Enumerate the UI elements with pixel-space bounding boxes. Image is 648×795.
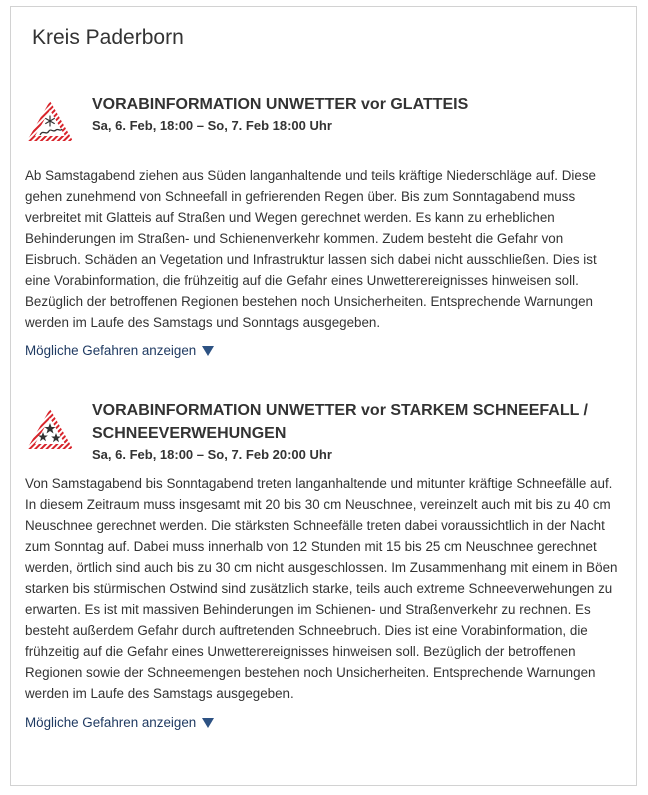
warning-description: Ab Samstagabend ziehen aus Süden langanhaltende und teils kräftige Niederschläge auf. Diese gehen zunehmend von Schneefall in gefrierenden Regen über. Bis zum Sonntagabend muss verbreitet mit Glatteis auf Straßen und Wegen gerechnet werden. Es kann zu erheblichen Behinderungen im Straßen- und Schienenverkehr kommen. Zudem besteht die Gefahr von Eisbruch. Schäden an Vegetation und Infrastruktur lassen sich dabei nicht ausschließen. Dies ist eine Vorabinformation, die frühzeitig auf die Gefahr eines Unwetterereignisses hinweisen soll. Bezüglich der betroffenen Regionen bestehen noch Unsicherheiten. Entsprechende Warnungen werden im Laufe des Samstags und Sonntags ausgegeben. [25, 168, 597, 330]
caret-down-icon [202, 718, 214, 728]
warning-item-schneefall [25, 399, 625, 732]
caret-down-icon [202, 346, 214, 356]
warning-title: VORABINFORMATION UNWETTER vor STARKEM SCHNEEFALL / SCHNEEVERWEHUNGEN [92, 402, 588, 442]
show-hazards-label: Mögliche Gefahren anzeigen [25, 715, 197, 730]
warning-header [25, 93, 625, 134]
show-hazards-link[interactable] [25, 714, 214, 732]
region-title: Kreis Paderborn [32, 26, 184, 49]
warning-description: Von Samstagabend bis Sonntagabend treten langanhaltende und mitunter kräftige Schneefälle auf. In diesem Zeitraum muss insgesamt mit 20 bis 30 cm Neuschnee, vereinzelt auch mit bis zu 40 cm Neuschnee gerechnet werden. Die stärksten Schneefälle treten dabei voraussichtlich in der Nacht zum Sonntag auf. Dabei muss innerhalb von 12 Stunden mit 15 bis 25 cm Neuschnee gerechnet werden, örtlich sind auch bis zu 30 cm nicht ausgeschlossen. Im Zusammenhang mit einem in Böen starken bis stürmischen Ostwind sind zusätzlich starke, teils auch extreme Schneeverwehungen zu erwarten. Es ist mit massiven Behinderungen im Schienen- und Straßenverkehr zu rechnen. Es besteht außerdem Gefahr durch auftretenden Schneebruch. Dies ist eine Vorabinformation, die frühzeitig auf die Gefahr eines Unwetterereignisses hinweisen soll. Bezüglich der betroffenen Regionen sowie der Schneemengen bestehen noch Unsicherheiten. Entsprechende Warnungen werden im Laufe des Samstags ausgegeben. [25, 476, 618, 701]
schneefall-warning-icon [25, 407, 75, 451]
warning-time-range: Sa, 6. Feb, 18:00 – So, 7. Feb 20:00 Uhr [92, 447, 332, 462]
warning-item-glatteis [25, 93, 625, 360]
warning-header [25, 399, 625, 463]
warning-time-range: Sa, 6. Feb, 18:00 – So, 7. Feb 18:00 Uhr [92, 118, 332, 133]
show-hazards-label: Mögliche Gefahren anzeigen [25, 343, 197, 358]
show-hazards-link[interactable] [25, 342, 214, 360]
glatteis-warning-icon [25, 99, 75, 143]
warning-panel [10, 6, 637, 786]
warning-title: VORABINFORMATION UNWETTER vor GLATTEIS [92, 96, 469, 113]
